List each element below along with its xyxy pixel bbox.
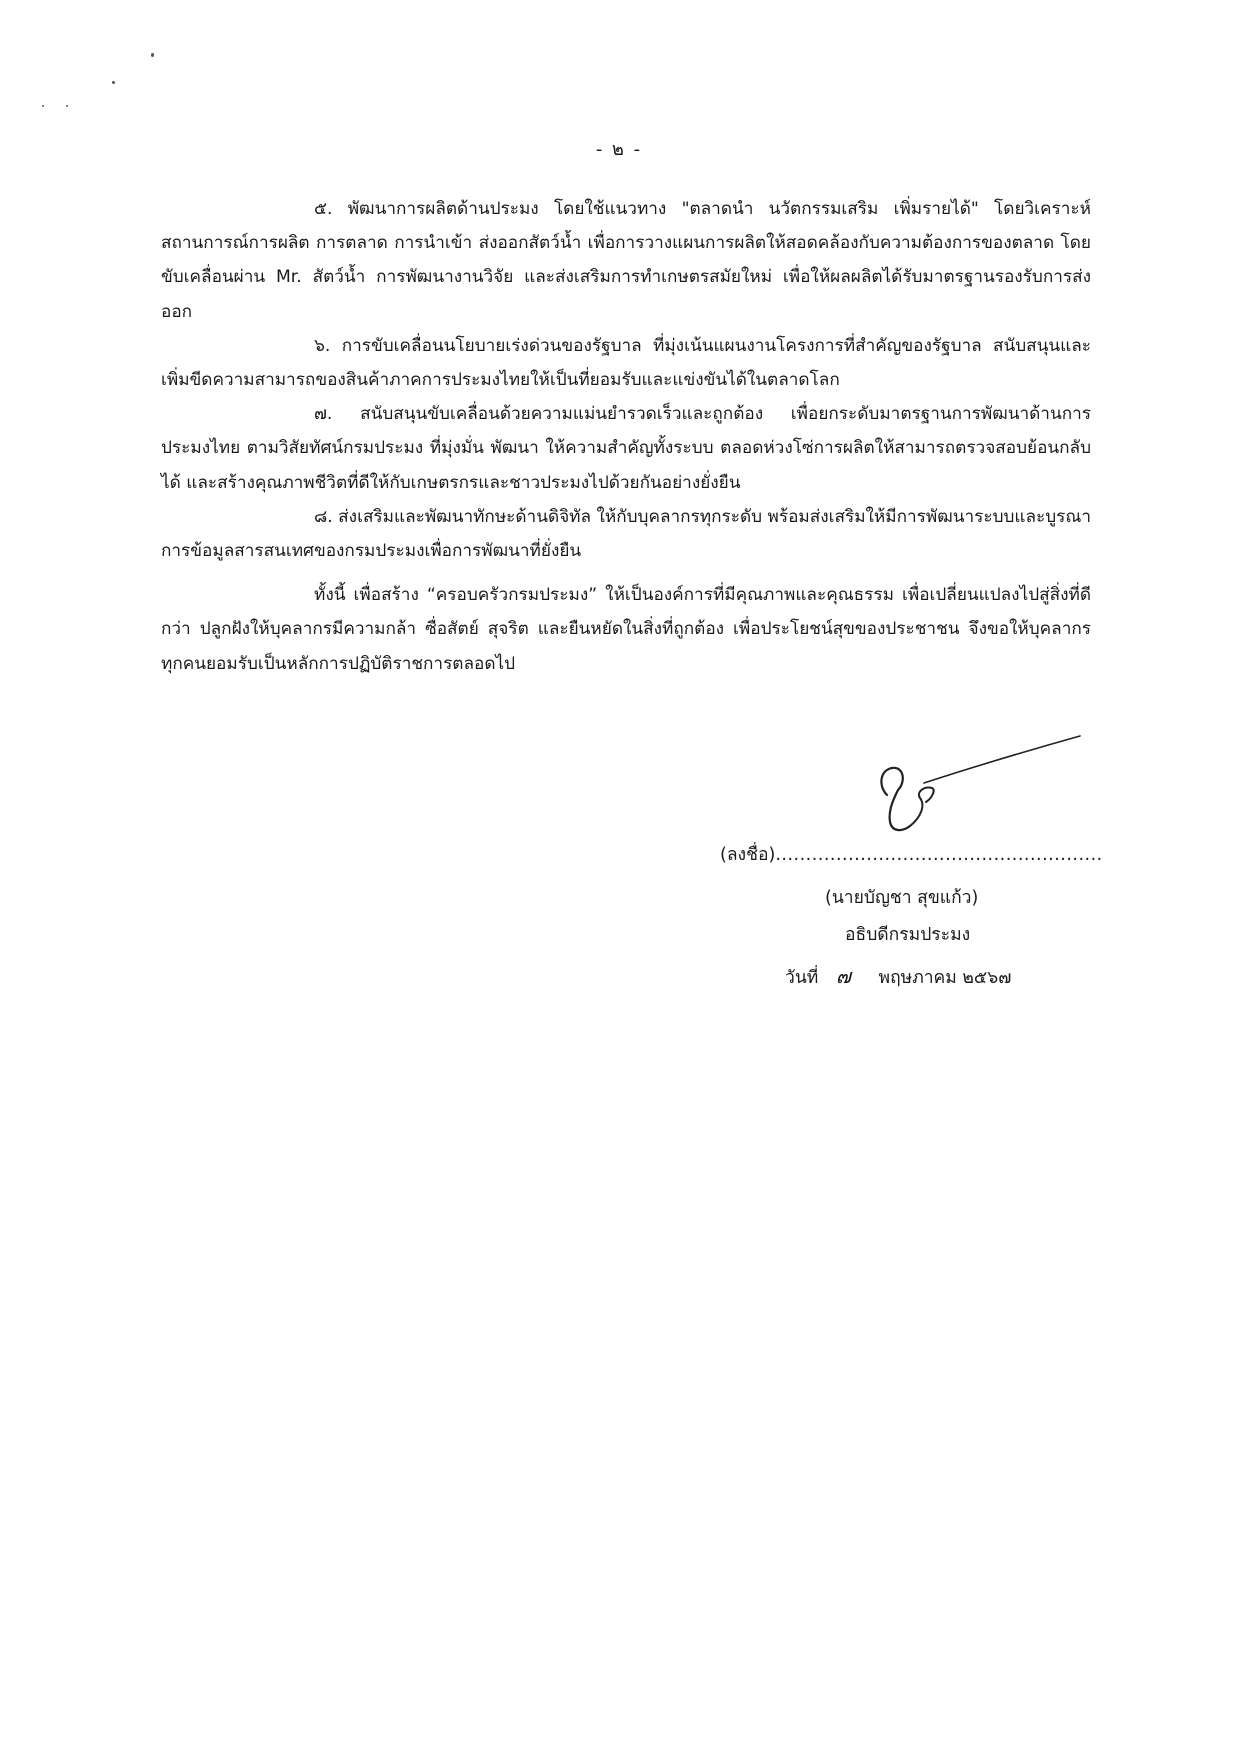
paragraph-item-6: ๖. การขับเคลื่อนนโยบายเร่งด่วนของรัฐบาล ที่มุ่งเน้นแผนงานโครงการที่สำคัญของรัฐบาล สนับสนุนและเพิ่มขีดความสามารถของสินค้าภาคการประมงไทยให้เป็นที่ยอมรับและแข่งขันได้ในตลาดโลก <box>161 335 1091 391</box>
sign-label: (ลงชื่อ) <box>720 845 776 865</box>
paragraph-item-5: ๕. พัฒนาการผลิตด้านประมง โดยใช้แนวทาง "ตลาดนำ นวัตกรรมเสริม เพิ่มรายได้" โดยวิเคราะห์สถานการณ์การผลิต การตลาด การนำเข้า ส่งออกสัตว์น้ำ เพื่อการวางแผนการผลิตให้สอดคล้องกับความต้องการของตลาด โดยขับเคลื่อนผ่าน Mr. สัตว์น้ำ การพัฒนางานวิจัย และส่งเสริมการทำเกษตรสมัยใหม่ เพื่อให้ผลผลิตได้รับมาตรฐานรองรับการส่งออก <box>161 199 1091 322</box>
date-day: ๗ <box>835 964 851 988</box>
paragraph-item-8: ๘. ส่งเสริมและพัฒนาทักษะด้านดิจิทัล ให้กับบุคลากรทุกระดับ พร้อมส่งเสริมให้มีการพัฒนาระบบและบูรณาการข้อมูลสารสนเทศของกรมประมงเพื่อการพัฒนาที่ยั่งยืน <box>161 506 1091 562</box>
sign-line <box>720 840 1103 868</box>
sign-date <box>785 960 1011 992</box>
page-number: - ๒ - <box>595 139 643 160</box>
signer-position: อธิบดีกรมประมง <box>845 925 971 945</box>
document-body <box>161 192 1091 681</box>
scan-speck <box>151 53 154 57</box>
scan-speck <box>112 81 115 84</box>
signer-name: (นายบัญชา สุขแก้ว) <box>825 888 979 908</box>
scan-speck <box>66 105 68 107</box>
date-month-year: พฤษภาคม ๒๕๖๗ <box>878 968 1012 988</box>
paragraph-conclusion: ทั้งนี้ เพื่อสร้าง “ครอบครัวกรมประมง” ให้เป็นองค์การที่มีคุณภาพและคุณธรรม เพื่อเปลี่ยนแปลงไปสู่สิ่งที่ดีกว่า ปลูกฝังให้บุคลากรมีความกล้า ซื่อสัตย์ สุจริต และยืนหยัดในสิ่งที่ถูกต้อง เพื่อประโยชน์สุขของประชาชน จึงขอให้บุคลากรทุกคนยอมรับเป็นหลักการปฏิบัติราชการตลอดไป <box>161 585 1091 674</box>
scan-speck <box>42 105 44 107</box>
handwritten-signature-icon <box>840 728 1100 848</box>
paragraph-item-7: ๗. สนับสนุนขับเคลื่อนด้วยความแม่นยำรวดเร็วและถูกต้อง เพื่อยกระดับมาตรฐานการพัฒนาด้านการประมงไทย ตามวิสัยทัศน์กรมประมง ที่มุ่งมั่น พัฒนา ให้ความสำคัญทั้งระบบ ตลอดห่วงโซ่การผลิตให้สามารถตรวจสอบย้อนกลับได้ และสร้างคุณภาพชีวิตที่ดีให้กับเกษตรกรและชาวประมงไปด้วยกันอย่างยั่งยืน <box>161 404 1091 493</box>
sign-dotted-line: ...................................................... <box>775 845 1103 865</box>
date-label: วันที่ <box>785 968 819 988</box>
